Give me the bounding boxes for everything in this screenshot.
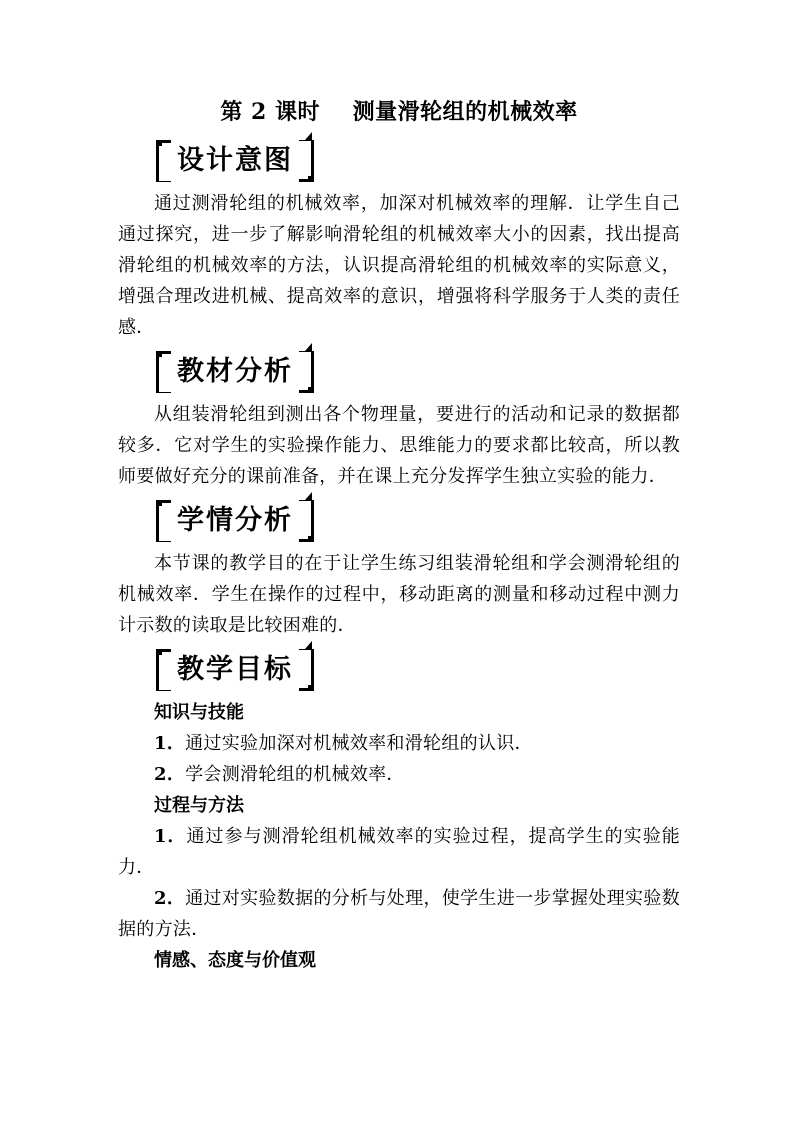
bracket-right-icon <box>299 351 314 393</box>
bracket-left-icon <box>156 500 171 542</box>
objective-heading-emotion: 情感、态度与价值观 <box>154 950 316 971</box>
item-text: 通过实验加深对机械效率和滑轮组的认识． <box>185 733 533 754</box>
item-number: 2． <box>154 888 186 909</box>
item-text: 通过对实验数据的分析与处理，使学生进一步掌握处理实验数据的方法． <box>118 888 680 940</box>
list-item <box>118 821 680 883</box>
objective-heading-process: 过程与方法 <box>154 795 244 816</box>
item-number: 1． <box>154 826 187 847</box>
list-item <box>118 759 680 790</box>
section-label: 设计意图 <box>177 145 293 176</box>
section-header-teaching-objectives <box>156 643 680 697</box>
list-item <box>118 883 680 945</box>
section-label: 教材分析 <box>177 356 293 387</box>
section-paragraph-design-intent: 通过测滑轮组的机械效率，加深对机械效率的理解．让学生自己通过探究，进一步了解影响滑轮组的机械效率大小的因素，找出提高滑轮组的机械效率的方法，认识提高滑轮组的机械效率的实际意义，增强合理改进机械、提高效率的意识，增强将科学服务于人类的责任感． <box>118 193 680 338</box>
document-page <box>118 92 680 976</box>
section-header-student-analysis <box>156 494 680 548</box>
bracket-left-icon <box>156 649 171 691</box>
bracket-right-icon <box>299 649 314 691</box>
bracket-right-icon <box>299 500 314 542</box>
item-text: 学会测滑轮组的机械效率． <box>185 764 405 785</box>
objective-heading-knowledge: 知识与技能 <box>154 702 244 723</box>
section-paragraph-material-analysis: 从组装滑轮组到测出各个物理量，要进行的活动和记录的数据都较多．它对学生的实验操作能力、思维能力的要求都比较高，所以教师要做好充分的课前准备，并在课上充分发挥学生独立实验的能力． <box>118 404 680 487</box>
item-number: 2． <box>154 764 186 785</box>
section-label: 学情分析 <box>177 505 293 536</box>
bracket-right-icon <box>299 140 314 182</box>
section-label: 教学目标 <box>177 654 293 685</box>
section-header-material-analysis <box>156 345 680 399</box>
section-paragraph-student-analysis: 本节课的教学目的在于让学生练习组装滑轮组和学会测滑轮组的机械效率．学生在操作的过程中，移动距离的测量和移动过程中测力计示数的读取是比较困难的． <box>118 553 680 636</box>
lesson-title: 第 2 课时 测量滑轮组的机械效率 <box>220 99 578 125</box>
section-header-design-intent <box>156 134 680 188</box>
item-text: 通过参与测滑轮组机械效率的实验过程，提高学生的实验能力． <box>118 826 680 878</box>
bracket-left-icon <box>156 140 171 182</box>
list-item <box>118 728 680 759</box>
bracket-left-icon <box>156 351 171 393</box>
item-number: 1． <box>154 733 186 754</box>
